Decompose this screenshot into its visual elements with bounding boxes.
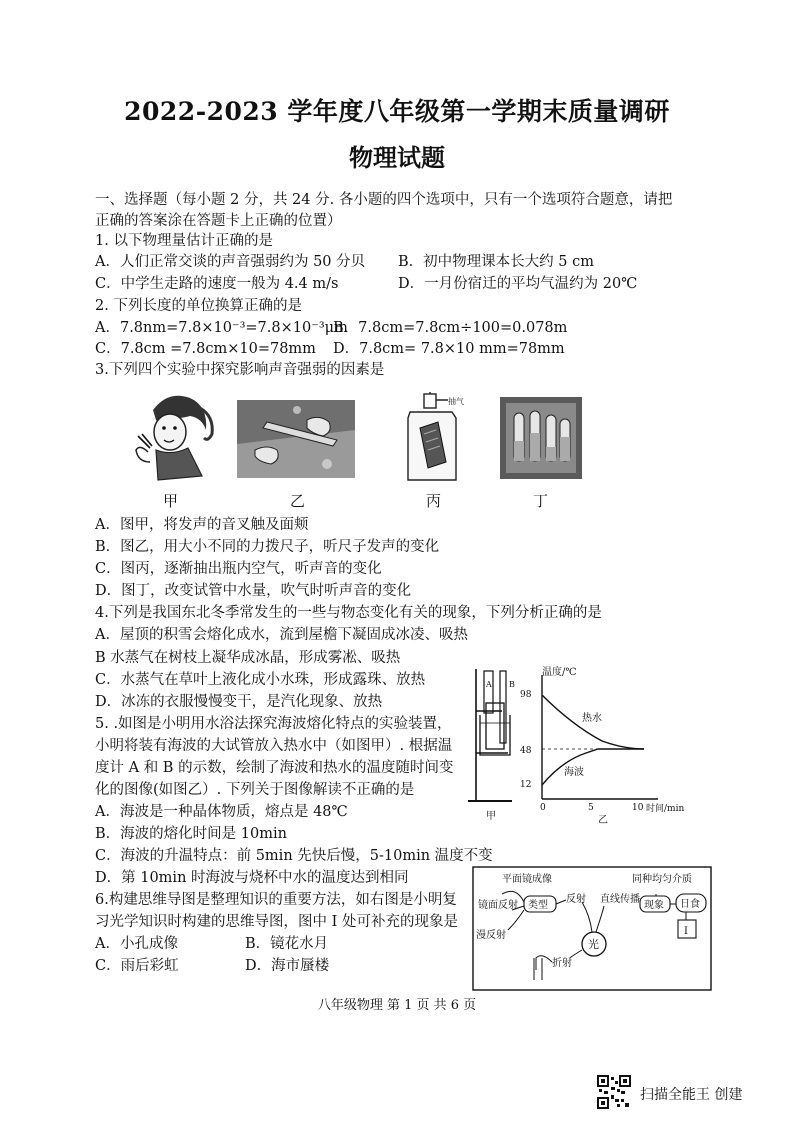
q4-stem: 4.下列是我国东北冬季常发生的一些与物态变化有关的现象，下列分析正确的是 xyxy=(95,605,602,621)
q5-stem-line1: 5. .如图是小明用水浴法探究海波熔化特点的实验装置， xyxy=(95,716,452,732)
q3-option-a: A．图甲，将发声的音叉触及面颊 xyxy=(95,517,309,533)
apparatus-caption: 甲 xyxy=(486,811,496,822)
page-footer: 八年级物理 第 1 页 共 6 页 xyxy=(317,998,477,1013)
mindmap-rishi: 日食 xyxy=(680,899,700,910)
y-tick-48: 48 xyxy=(520,746,532,756)
q3-stem: 3.下列四个实验中探究影响声音强弱的因素是 xyxy=(95,362,385,378)
y-tick-12: 12 xyxy=(520,780,532,790)
figure-yi-ruler xyxy=(237,400,355,478)
q6-stem-line1: 6.构建思维导图是整理知识的重要方法，如右图是小明复 xyxy=(95,892,457,908)
q6-stem-line2: 习光学知识时构建的思维导图，图中 I 处可补充的现象是 xyxy=(95,914,458,930)
thermometer-b-label: B xyxy=(509,680,515,689)
figure-5-apparatus-and-graph xyxy=(462,665,710,825)
figure-bing-bell-jar xyxy=(402,392,474,484)
mindmap-zhexian: 折射 xyxy=(552,958,572,969)
q1-option-b: B．初中物理课本长大约 5 cm xyxy=(398,254,594,270)
q6-option-c: C．雨后彩虹 xyxy=(95,958,179,974)
q2-option-c: C．7.8cm =7.8cm×10=78mm xyxy=(95,341,316,357)
q5-option-c: C．海波的升温特点：前 5min 先快后慢，5-10min 温度不变 xyxy=(95,848,493,864)
optics-mind-map xyxy=(472,866,712,991)
q1-option-d: D．一月份宿迁的平均气温约为 20℃ xyxy=(398,276,638,292)
figure-caption-ding: 丁 xyxy=(533,492,549,510)
q2-option-b: B．7.8cm=7.8cm÷100=0.078m xyxy=(333,320,568,336)
q6-option-b: B．镜花水月 xyxy=(245,936,329,952)
section-instruction-line1: 一、选择题（每小题 2 分，共 24 分. 各小题的四个选项中，只有一个选项符合题意，请把 xyxy=(95,192,673,208)
mindmap-zhixian: 直线传播 xyxy=(600,894,640,905)
q4-option-d: D．冰冻的衣服慢慢变干，是汽化现象、放热 xyxy=(95,694,383,710)
section-instruction-line2: 正确的答案涂在答题卡上正确的位置） xyxy=(95,213,342,229)
qr-code-icon xyxy=(597,1075,631,1109)
figure-caption-yi: 乙 xyxy=(290,492,306,510)
q1-stem: 1. 以下物理量估计正确的是 xyxy=(95,233,273,249)
mindmap-fanshe: 反射 xyxy=(566,894,586,905)
q5-option-d: D．第 10min 时海波与烧杯中水的温度达到相同 xyxy=(95,870,409,886)
q3-option-c: C．图丙，逐渐抽出瓶内空气，听声音的变化 xyxy=(95,561,382,577)
q1-option-a: A．人们正常交谈的声音强弱约为 50 分贝 xyxy=(95,254,366,270)
q3-option-b: B．图乙，用大小不同的力拨尺子，听尺子发声的变化 xyxy=(95,539,440,555)
figure-caption-bing: 丙 xyxy=(426,492,442,510)
q3-option-d: D．图丁，改变试管中水量，吹气时听声音的变化 xyxy=(95,583,412,599)
figure-ding-test-tubes xyxy=(500,397,582,479)
q2-option-d: D．7.8cm= 7.8×10 mm=78mm xyxy=(333,341,565,357)
thermometer-a-label: A xyxy=(486,680,492,689)
x-tick-5: 5 xyxy=(588,803,594,813)
y-tick-98: 98 xyxy=(520,690,532,700)
hot-water-label: 热水 xyxy=(582,713,602,724)
q6-option-d: D．海市蜃楼 xyxy=(245,958,330,974)
q5-stem-line3: 度计 A 和 B 的示数，绘制了海波和热水的温度随时间变 xyxy=(95,760,454,776)
q4-option-b: B 水蒸气在树枝上凝华成冰晶，形成雾凇、吸热 xyxy=(95,650,401,666)
mindmap-pingmian: 平面镜成像 xyxy=(502,874,552,885)
q1-option-c: C．中学生走路的速度一般为 4.4 m/s xyxy=(95,276,339,292)
graph-y-label: 温度/℃ xyxy=(542,667,577,678)
mindmap-leixing: 类型 xyxy=(528,900,548,911)
mindmap-roman-i: I xyxy=(684,926,688,937)
q2-stem: 2. 下列长度的单位换算正确的是 xyxy=(95,298,302,314)
mindmap-xianxiang: 现象 xyxy=(644,900,664,911)
svg-text:抽气: 抽气 xyxy=(448,397,464,406)
q5-stem-line4: 化的图像(如图乙）. 下列关于图像解读不正确的是 xyxy=(95,782,415,798)
mindmap-tongzhong: 同种均匀介质 xyxy=(632,874,692,885)
exam-title: 2022-2023 学年度八年级第一学期末质量调研 xyxy=(124,97,670,126)
graph-x-label: 时间/min xyxy=(646,804,685,814)
x-tick-10: 10 xyxy=(632,803,644,813)
mindmap-jingmian: 镜面反射 xyxy=(478,900,518,911)
mindmap-manfanshe: 漫反射 xyxy=(476,930,506,941)
q2-option-a: A．7.8nm=7.8×10⁻³=7.8×10⁻³μm xyxy=(95,320,348,336)
wax-label: 海波 xyxy=(564,767,584,778)
figure-jia-tuning-fork xyxy=(128,390,218,482)
wax-curve xyxy=(542,749,644,785)
figure-caption-jia: 甲 xyxy=(163,492,179,510)
q5-stem-line2: 小明将装有海波的大试管放入热水中（如图甲）. 根据温 xyxy=(95,738,453,754)
x-tick-0: 0 xyxy=(540,803,546,813)
q4-option-c: C．水蒸气在草叶上液化成小水珠，形成露珠、放热 xyxy=(95,672,426,688)
q5-option-b: B．海波的熔化时间是 10min xyxy=(95,826,287,842)
mindmap-guang: 光 xyxy=(588,938,599,951)
exam-subtitle: 物理试题 xyxy=(349,143,445,172)
q4-option-a: A．屋顶的积雪会熔化成水，流到屋檐下凝固成冰凌、吸热 xyxy=(95,627,468,643)
q5-option-a: A．海波是一种晶体物质，熔点是 48℃ xyxy=(95,804,348,820)
q6-option-a: A．小孔成像 xyxy=(95,936,178,952)
graph-caption: 乙 xyxy=(598,815,608,825)
scanner-watermark: 扫描全能王 创建 xyxy=(640,1087,743,1103)
